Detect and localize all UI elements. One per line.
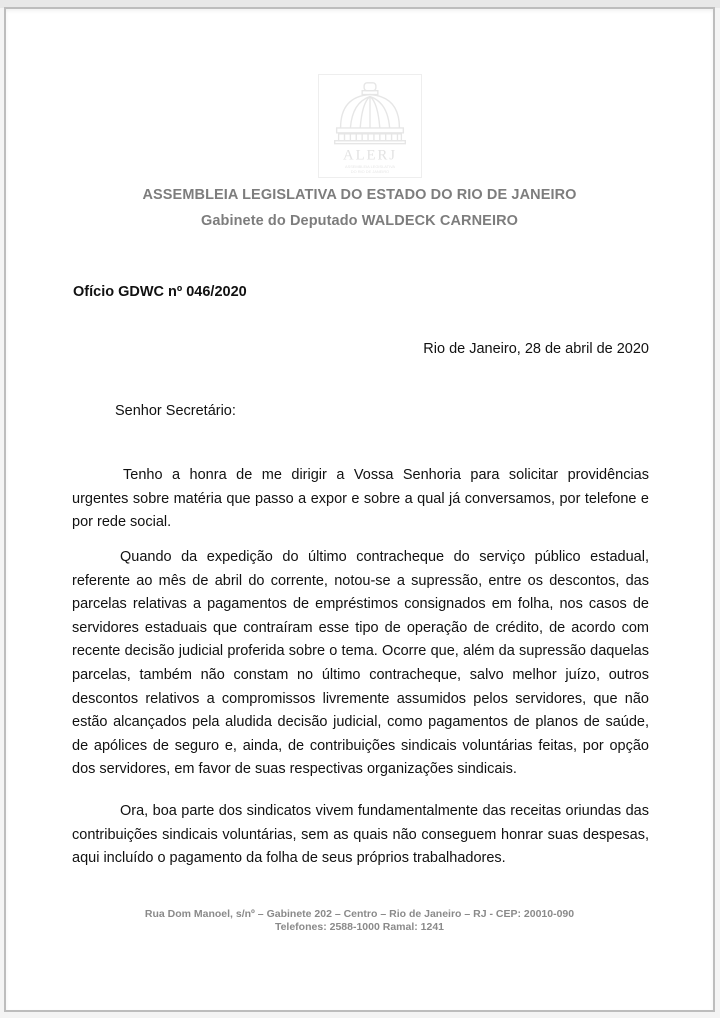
- svg-text:ASSEMBLEIA LEGISLATIVA: ASSEMBLEIA LEGISLATIVA: [344, 164, 396, 170]
- alerj-logo: [318, 74, 422, 178]
- alerj-dome-logo-icon: [319, 75, 421, 177]
- body-paragraph-3: Ora, boa parte dos sindicatos vivem fundamentalmente das receitas oriundas das contribuições sindicais voluntárias, sem as quais não conseguem honrar suas despesas, aqui incluído o pagamento da folha de seus próprios trabalhadores.: [72, 803, 649, 867]
- body-paragraph-1: Tenho a honra de me dirigir a Vossa Senhoria para solicitar providências urgentes sobre matéria que passo a expor e sobre a qual já conversamos, por telefone e por rede social.: [72, 467, 649, 531]
- office-subtitle: Gabinete do Deputado WALDECK CARNEIRO: [200, 213, 519, 229]
- institution-title: ASSEMBLEIA LEGISLATIVA DO ESTADO DO RIO DE JANEIRO: [142, 187, 577, 203]
- document-page: [4, 7, 715, 1012]
- document-reference: Ofício GDWC nº 046/2020: [73, 284, 247, 300]
- body-paragraph-2: Quando da expedição do último contracheque do serviço público estadual, referente ao mês de abril do corrente, notou-se a supressão, entre os descontos, das parcelas relativas a pagamentos de empréstimos consignados em folha, nos casos de servidores estaduais que contraíram esse tipo de operação de crédito, de acordo com recente decisão judicial proferida sobre o tema. Ocorre que, além da supressão daquelas parcelas, também não constam no último contracheque, salvo melhor juízo, outros descontos relativos a compromissos livremente assumidos pelos servidores, que não estão alcançados pela aludida decisão judicial, como pagamentos de planos de saúde, de apólices de seguro e, ainda, de contribuições sindicais voluntárias feitas, por opção dos servidores, em favor de suas respectivas organizações sindicais.: [72, 549, 649, 778]
- date-line: Rio de Janeiro, 28 de abril de 2020: [423, 341, 649, 357]
- footer-address: Rua Dom Manoel, s/nº – Gabinete 202 – Centro – Rio de Janeiro – RJ - CEP: 20010-090: [144, 908, 575, 920]
- salutation: Senhor Secretário:: [115, 403, 236, 419]
- svg-text:ALERJ: ALERJ: [343, 147, 397, 164]
- svg-text:DO RIO DE JANEIRO: DO RIO DE JANEIRO: [350, 169, 390, 175]
- footer-phones: Telefones: 2588-1000 Ramal: 1241: [274, 921, 445, 933]
